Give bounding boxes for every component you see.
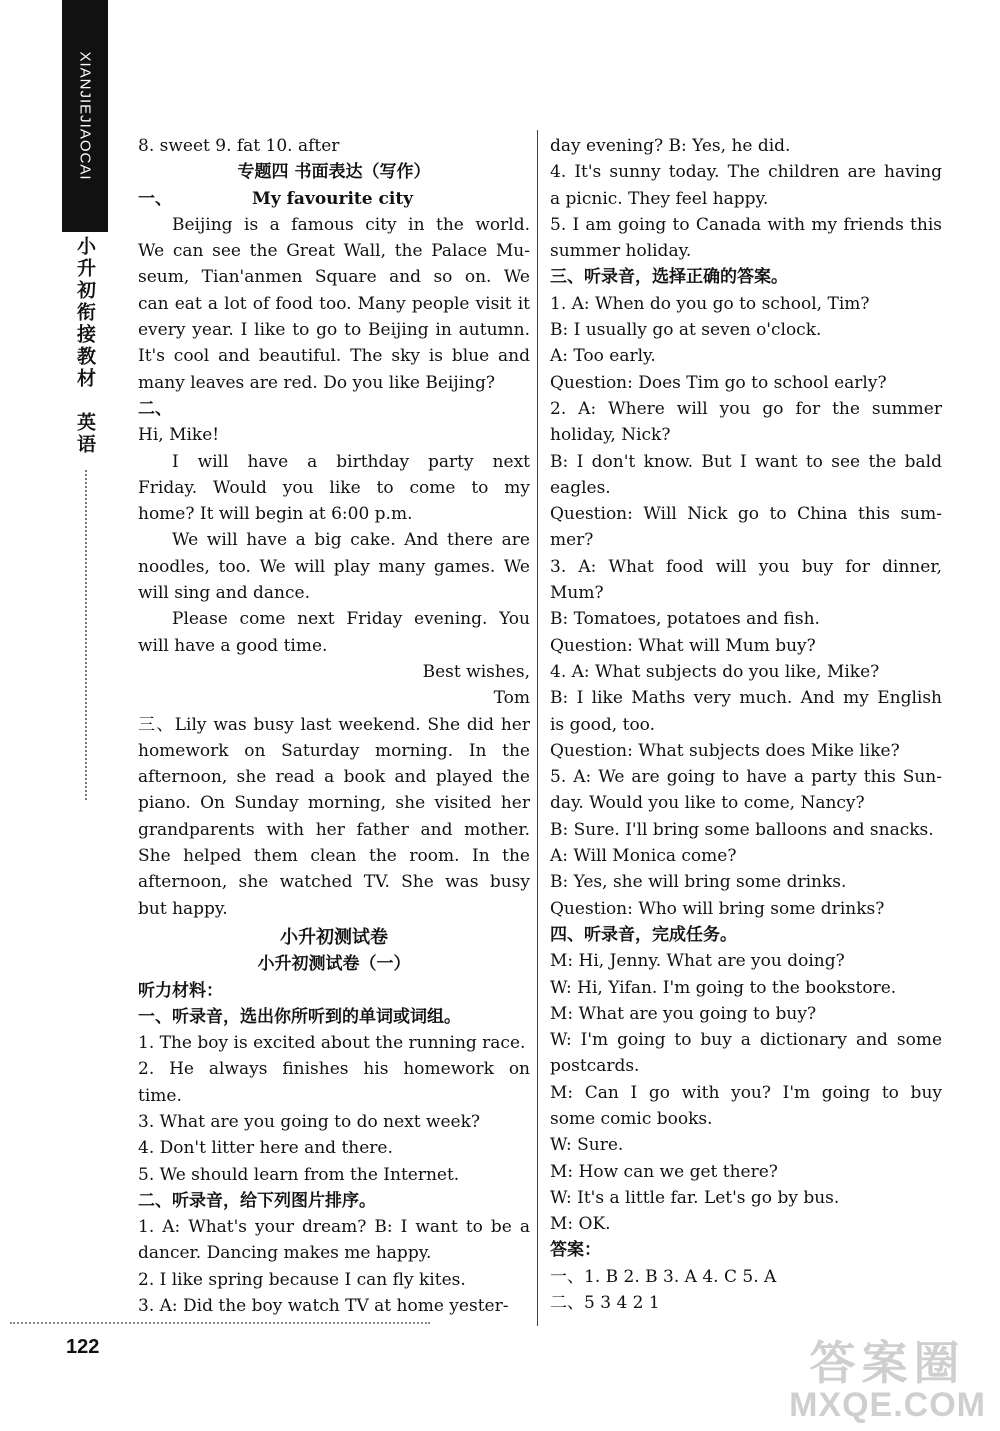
question-heading: 一、听录音，选出你所听到的单词或词组。 — [138, 1006, 461, 1027]
question-line: 3. A: Did the boy watch TV at home yester- — [138, 1296, 509, 1317]
question-line: 1. A: What's your dream? B: I want to be a — [138, 1217, 530, 1238]
letter-line: Friday. Would you like to come to my — [138, 477, 530, 498]
essay-line: piano. On Sunday morning, she visited her — [138, 793, 530, 814]
column-divider — [537, 130, 538, 1326]
watermark — [789, 1339, 986, 1423]
footer-dotted-rule — [10, 1322, 430, 1324]
answer-line: 一、1. B 2. B 3. A 4. C 5. A — [550, 1266, 777, 1287]
brand-text: XIANJIEJIAOCAI — [76, 51, 94, 181]
question-line: B: I like Maths very much. And my English — [550, 688, 942, 709]
question-line: day. Would you like to come, Nancy? — [550, 793, 865, 814]
dialogue-line: W: I'm going to buy a dictionary and some — [550, 1030, 942, 1051]
question-line: B: Tomatoes, potatoes and fish. — [550, 609, 820, 630]
question-line: 2. A: Where will you go for the summer — [550, 398, 942, 419]
exam-title: 小升初测试卷 — [280, 926, 388, 948]
question-line: 5. We should learn from the Internet. — [138, 1164, 460, 1185]
section-number: 一、 — [138, 188, 172, 209]
letter-line: noodles, too. We will play many games. We — [138, 556, 530, 577]
letter-line: home? It will begin at 6:00 p.m. — [138, 504, 413, 525]
dialogue-line: M: Hi, Jenny. What are you doing? — [550, 951, 845, 972]
book-subject: 英语 — [74, 412, 96, 456]
question-heading: 二、听录音，给下列图片排序。 — [138, 1190, 376, 1211]
question-line: 2. He always finishes his homework on — [138, 1059, 530, 1080]
essay-line: afternoon, she watched TV. She was busy — [138, 872, 530, 893]
question-line: 4. Don't litter here and there. — [138, 1138, 393, 1159]
question-heading: 三、听录音，选择正确的答案。 — [550, 267, 788, 288]
question-line: Question: Will Nick go to China this sum- — [550, 504, 942, 525]
exam-subtitle: 小升初测试卷（一） — [257, 954, 411, 975]
question-line: holiday, Nick? — [550, 425, 671, 446]
essay-line: She helped them clean the room. In the — [138, 846, 530, 867]
question-line: is good, too. — [550, 714, 656, 735]
question-line: day evening? B: Yes, he did. — [550, 136, 791, 156]
letter-line: We will have a big cake. And there are — [172, 530, 530, 551]
question-line: Question: What will Mum buy? — [550, 635, 816, 656]
dialogue-line: M: OK. — [550, 1214, 611, 1235]
question-line: 5. I am going to Canada with my friends this — [550, 214, 942, 235]
essay-line: 三、Lily was busy last weekend. She did her — [138, 714, 530, 735]
question-line: 3. What are you going to do next week? — [138, 1111, 481, 1132]
question-line: 1. The boy is excited about the running race. — [138, 1033, 526, 1054]
question-line: A: Will Monica come? — [550, 846, 737, 867]
essay-line: seum, Tian'anmen Square and so on. We — [138, 267, 530, 288]
question-line: B: I usually go at seven o'clock. — [550, 320, 822, 341]
essay-line: afternoon, she read a book and played the — [138, 767, 530, 788]
sidebar — [62, 0, 108, 1330]
essay-line: but happy. — [138, 898, 228, 919]
answers-label: 答案： — [550, 1240, 601, 1261]
watermark-url: MXQE.COM — [789, 1386, 986, 1424]
sidebar-dotted-line — [85, 470, 87, 800]
dialogue-line: postcards. — [550, 1056, 640, 1077]
answer-line: 二、5 3 4 2 1 — [550, 1293, 660, 1314]
dialogue-line: M: What are you going to buy? — [550, 1003, 817, 1024]
question-line: 3. A: What food will you buy for dinner, — [550, 556, 942, 577]
question-line: B: Sure. I'll bring some balloons and snacks. — [550, 819, 934, 840]
letter-signature: Tom — [493, 688, 530, 709]
question-line: Question: Does Tim go to school early? — [550, 372, 887, 393]
question-line: A: Too early. — [550, 346, 656, 367]
section-number: 二、 — [138, 398, 172, 419]
dialogue-line: W: Hi, Yifan. I'm going to the bookstore. — [550, 977, 897, 998]
question-line: dancer. Dancing makes me happy. — [138, 1243, 432, 1264]
letter-closing: Best wishes, — [422, 661, 530, 682]
question-line: Question: What subjects does Mike like? — [550, 740, 900, 761]
essay-line: Beijing is a famous city in the world. — [172, 214, 530, 235]
letter-line: will sing and dance. — [138, 583, 310, 604]
essay-line: It's cool and beautiful. The sky is blue and — [138, 346, 530, 367]
dialogue-line: M: How can we get there? — [550, 1161, 778, 1182]
question-line: B: I don't know. But I want to see the bald — [550, 451, 942, 472]
watermark-logo: 答案圈 — [809, 1337, 966, 1389]
dialogue-line: some comic books. — [550, 1108, 713, 1129]
essay-line: grandparents with her father and mother. — [138, 819, 530, 840]
question-line: B: Yes, she will bring some drinks. — [550, 872, 847, 893]
listening-label: 听力材料： — [138, 980, 223, 1001]
topic-heading: 专题四 书面表达（写作） — [237, 162, 431, 183]
question-line: 2. I like spring because I can fly kites. — [138, 1269, 466, 1290]
question-line: time. — [138, 1085, 182, 1106]
essay-line: We can see the Great Wall, the Palace Mu- — [138, 241, 530, 262]
question-line: eagles. — [550, 477, 611, 498]
essay-line: many leaves are red. Do you like Beijing? — [138, 372, 495, 393]
letter-greeting: Hi, Mike! — [138, 425, 220, 446]
question-line: a picnic. They feel happy. — [550, 188, 769, 209]
dialogue-line: W: Sure. — [550, 1135, 624, 1156]
book-title-text: 小升初衔接教材 — [74, 236, 96, 390]
answer-line: 8. sweet 9. fat 10. after — [138, 136, 340, 156]
brand-band — [62, 0, 108, 232]
dialogue-line: M: Can I go with you? I'm going to buy — [550, 1082, 942, 1103]
question-line: summer holiday. — [550, 241, 692, 262]
essay-1-header — [138, 186, 530, 212]
letter-line: will have a good time. — [138, 635, 328, 656]
dialogue-line: W: It's a little far. Let's go by bus. — [550, 1187, 840, 1208]
essay-line: homework on Saturday morning. In the — [138, 740, 530, 761]
question-line: Question: Who will bring some drinks? — [550, 898, 885, 919]
essay-title: My favourite city — [252, 188, 414, 209]
question-heading: 四、听录音，完成任务。 — [550, 924, 737, 945]
letter-line: Please come next Friday evening. You — [172, 609, 530, 630]
title-separator — [74, 390, 96, 412]
question-line: 4. A: What subjects do you like, Mike? — [550, 661, 880, 682]
book-title — [62, 236, 108, 456]
right-column — [550, 133, 942, 1316]
question-line: 1. A: When do you go to school, Tim? — [550, 293, 870, 314]
essay-line: every year. I like to go to Beijing in autumn. — [138, 320, 530, 341]
question-line: 5. A: We are going to have a party this Sun- — [550, 767, 942, 788]
essay-line: can eat a lot of food too. Many people visit it — [138, 293, 530, 314]
left-column — [138, 133, 530, 1319]
letter-line: I will have a birthday party next — [172, 451, 530, 472]
page-number: 122 — [66, 1336, 100, 1358]
question-line: 4. It's sunny today. The children are having — [550, 162, 942, 183]
question-line: Mum? — [550, 583, 604, 604]
question-line: mer? — [550, 530, 594, 551]
